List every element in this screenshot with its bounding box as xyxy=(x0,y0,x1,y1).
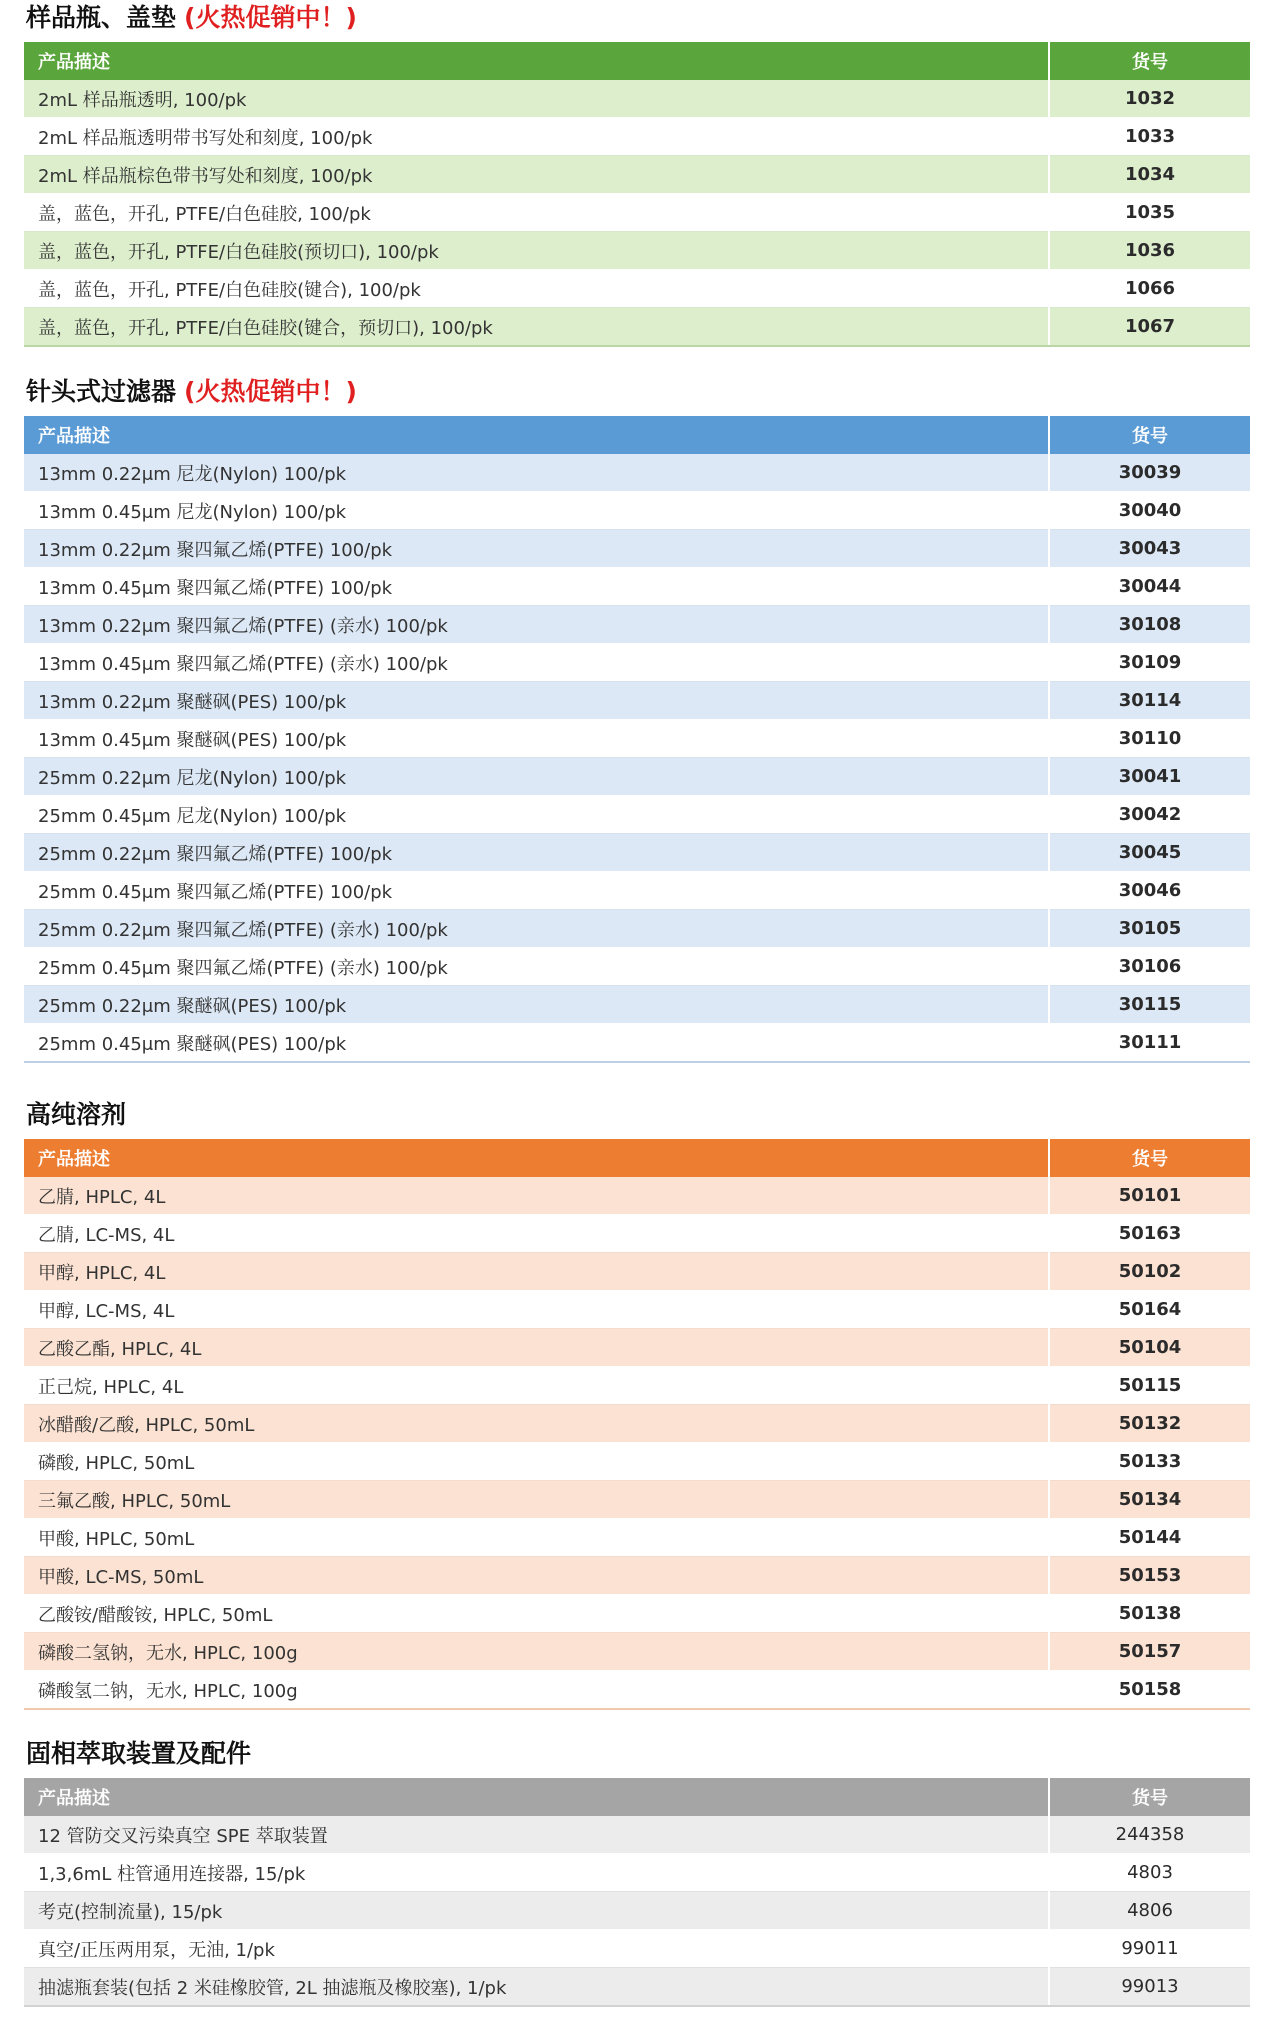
table-row xyxy=(24,1671,1250,1710)
product-code: 50164 xyxy=(1049,1291,1250,1329)
product-description: 12 管防交叉污染真空 SPE 萃取装置 xyxy=(24,1816,1049,1854)
product-code: 30045 xyxy=(1049,834,1250,872)
spe-table xyxy=(24,1778,1250,2007)
solvents-rows xyxy=(24,1177,1250,1709)
product-code: 30039 xyxy=(1049,454,1250,492)
product-code: 30041 xyxy=(1049,758,1250,796)
product-code: 99013 xyxy=(1049,1968,1250,2007)
table-row xyxy=(24,910,1250,948)
product-description: 13mm 0.45μm 聚四氟乙烯(PTFE) (亲水) 100/pk xyxy=(24,644,1049,682)
product-description: 13mm 0.22μm 尼龙(Nylon) 100/pk xyxy=(24,454,1049,492)
product-description: 正己烷, HPLC, 4L xyxy=(24,1367,1049,1405)
product-code: 50134 xyxy=(1049,1481,1250,1519)
product-description: 1,3,6mL 柱管通用连接器, 15/pk xyxy=(24,1854,1049,1892)
product-description: 25mm 0.45μm 聚四氟乙烯(PTFE) 100/pk xyxy=(24,872,1049,910)
product-code: 30108 xyxy=(1049,606,1250,644)
product-code: 30106 xyxy=(1049,948,1250,986)
product-description: 乙腈, LC-MS, 4L xyxy=(24,1215,1049,1253)
table-row xyxy=(24,1854,1250,1892)
table-row xyxy=(24,796,1250,834)
product-description: 13mm 0.45μm 聚四氟乙烯(PTFE) 100/pk xyxy=(24,568,1049,606)
table-row xyxy=(24,1481,1250,1519)
filters-table xyxy=(24,416,1250,1063)
product-description: 乙腈, HPLC, 4L xyxy=(24,1177,1049,1215)
table-row xyxy=(24,1968,1250,2007)
filters-header-row xyxy=(24,416,1250,454)
table-row xyxy=(24,1519,1250,1557)
vials-rows xyxy=(24,80,1250,346)
product-description: 盖，蓝色，开孔, PTFE/白色硅胶(预切口), 100/pk xyxy=(24,232,1049,270)
vials-header-code: 货号 xyxy=(1049,42,1250,80)
product-code: 50101 xyxy=(1049,1177,1250,1215)
product-code: 50132 xyxy=(1049,1405,1250,1443)
table-row xyxy=(24,1443,1250,1481)
solvents-header-desc: 产品描述 xyxy=(24,1139,1049,1177)
table-row xyxy=(24,1329,1250,1367)
product-code: 50102 xyxy=(1049,1253,1250,1291)
product-description: 2mL 样品瓶透明带书写处和刻度, 100/pk xyxy=(24,118,1049,156)
filters-header-desc: 产品描述 xyxy=(24,416,1049,454)
product-description: 25mm 0.22μm 聚醚砜(PES) 100/pk xyxy=(24,986,1049,1024)
solvents-header-code: 货号 xyxy=(1049,1139,1250,1177)
product-description: 25mm 0.45μm 聚四氟乙烯(PTFE) (亲水) 100/pk xyxy=(24,948,1049,986)
table-row xyxy=(24,1405,1250,1443)
product-code: 50163 xyxy=(1049,1215,1250,1253)
product-code: 1036 xyxy=(1049,232,1250,270)
product-description: 25mm 0.45μm 尼龙(Nylon) 100/pk xyxy=(24,796,1049,834)
filters-section xyxy=(24,374,1250,1063)
product-description: 13mm 0.22μm 聚醚砜(PES) 100/pk xyxy=(24,682,1049,720)
product-code: 1035 xyxy=(1049,194,1250,232)
vials-table xyxy=(24,42,1250,347)
filters-title xyxy=(26,374,1250,410)
product-description: 2mL 样品瓶棕色带书写处和刻度, 100/pk xyxy=(24,156,1049,194)
product-code: 50144 xyxy=(1049,1519,1250,1557)
product-description: 冰醋酸/乙酸, HPLC, 50mL xyxy=(24,1405,1049,1443)
table-row xyxy=(24,80,1250,118)
product-code: 30044 xyxy=(1049,568,1250,606)
product-code: 30114 xyxy=(1049,682,1250,720)
table-row xyxy=(24,606,1250,644)
table-row xyxy=(24,1367,1250,1405)
spe-header-row xyxy=(24,1778,1250,1816)
table-row xyxy=(24,568,1250,606)
product-code: 1033 xyxy=(1049,118,1250,156)
product-description: 13mm 0.45μm 聚醚砜(PES) 100/pk xyxy=(24,720,1049,758)
table-row xyxy=(24,834,1250,872)
product-code: 30046 xyxy=(1049,872,1250,910)
product-code: 50157 xyxy=(1049,1633,1250,1671)
product-code: 4806 xyxy=(1049,1892,1250,1930)
product-description: 抽滤瓶套装(包括 2 米硅橡胶管, 2L 抽滤瓶及橡胶塞), 1/pk xyxy=(24,1968,1049,2007)
vials-title-text: 样品瓶、盖垫 xyxy=(26,3,177,32)
table-row xyxy=(24,1892,1250,1930)
table-row xyxy=(24,118,1250,156)
product-description: 盖，蓝色，开孔, PTFE/白色硅胶(键合，预切口), 100/pk xyxy=(24,308,1049,347)
table-row xyxy=(24,1253,1250,1291)
table-row xyxy=(24,232,1250,270)
product-code: 50153 xyxy=(1049,1557,1250,1595)
solvents-section xyxy=(24,1097,1250,1710)
product-description: 甲酸, LC-MS, 50mL xyxy=(24,1557,1049,1595)
table-row xyxy=(24,1177,1250,1215)
product-description: 三氟乙酸, HPLC, 50mL xyxy=(24,1481,1049,1519)
table-row xyxy=(24,720,1250,758)
product-description: 考克(控制流量), 15/pk xyxy=(24,1892,1049,1930)
table-row xyxy=(24,986,1250,1024)
spe-rows xyxy=(24,1816,1250,2006)
filters-title-text: 针头式过滤器 xyxy=(26,377,177,406)
product-description: 磷酸, HPLC, 50mL xyxy=(24,1443,1049,1481)
product-code: 30040 xyxy=(1049,492,1250,530)
vials-header-row xyxy=(24,42,1250,80)
product-code: 30111 xyxy=(1049,1024,1250,1063)
product-description: 13mm 0.22μm 聚四氟乙烯(PTFE) (亲水) 100/pk xyxy=(24,606,1049,644)
product-description: 13mm 0.45μm 尼龙(Nylon) 100/pk xyxy=(24,492,1049,530)
spe-section xyxy=(24,1736,1250,2007)
product-description: 13mm 0.22μm 聚四氟乙烯(PTFE) 100/pk xyxy=(24,530,1049,568)
table-row xyxy=(24,156,1250,194)
product-description: 真空/正压两用泵，无油, 1/pk xyxy=(24,1930,1049,1968)
vials-promo: (火热促销中！) xyxy=(184,3,357,32)
product-description: 2mL 样品瓶透明, 100/pk xyxy=(24,80,1049,118)
product-code: 50104 xyxy=(1049,1329,1250,1367)
product-code: 4803 xyxy=(1049,1854,1250,1892)
table-row xyxy=(24,1930,1250,1968)
product-description: 乙酸乙酯, HPLC, 4L xyxy=(24,1329,1049,1367)
table-row xyxy=(24,948,1250,986)
product-code: 1066 xyxy=(1049,270,1250,308)
product-description: 乙酸铵/醋酸铵, HPLC, 50mL xyxy=(24,1595,1049,1633)
product-code: 50138 xyxy=(1049,1595,1250,1633)
table-row xyxy=(24,1595,1250,1633)
product-description: 25mm 0.22μm 聚四氟乙烯(PTFE) (亲水) 100/pk xyxy=(24,910,1049,948)
product-code: 99011 xyxy=(1049,1930,1250,1968)
product-code: 50158 xyxy=(1049,1671,1250,1710)
table-row xyxy=(24,530,1250,568)
table-row xyxy=(24,758,1250,796)
product-description: 磷酸二氢钠，无水, HPLC, 100g xyxy=(24,1633,1049,1671)
product-code: 1032 xyxy=(1049,80,1250,118)
spe-header-desc: 产品描述 xyxy=(24,1778,1049,1816)
product-description: 磷酸氢二钠，无水, HPLC, 100g xyxy=(24,1671,1049,1710)
table-row xyxy=(24,1291,1250,1329)
vials-header-desc: 产品描述 xyxy=(24,42,1049,80)
spe-header-code: 货号 xyxy=(1049,1778,1250,1816)
table-row xyxy=(24,492,1250,530)
table-row xyxy=(24,1215,1250,1253)
vials-section xyxy=(24,0,1250,347)
product-code: 30110 xyxy=(1049,720,1250,758)
table-row xyxy=(24,872,1250,910)
product-description: 甲醇, LC-MS, 4L xyxy=(24,1291,1049,1329)
table-row xyxy=(24,270,1250,308)
table-row xyxy=(24,682,1250,720)
table-row xyxy=(24,1816,1250,1854)
filters-promo: (火热促销中！) xyxy=(184,377,357,406)
product-description: 25mm 0.22μm 尼龙(Nylon) 100/pk xyxy=(24,758,1049,796)
product-description: 盖，蓝色，开孔, PTFE/白色硅胶, 100/pk xyxy=(24,194,1049,232)
vials-title xyxy=(26,0,1250,36)
product-code: 1034 xyxy=(1049,156,1250,194)
product-code: 30105 xyxy=(1049,910,1250,948)
solvents-title: 高纯溶剂 xyxy=(26,1100,127,1129)
product-description: 甲酸, HPLC, 50mL xyxy=(24,1519,1049,1557)
product-description: 甲醇, HPLC, 4L xyxy=(24,1253,1049,1291)
table-row xyxy=(24,1633,1250,1671)
product-description: 盖，蓝色，开孔, PTFE/白色硅胶(键合), 100/pk xyxy=(24,270,1049,308)
product-description: 25mm 0.22μm 聚四氟乙烯(PTFE) 100/pk xyxy=(24,834,1049,872)
solvents-table xyxy=(24,1139,1250,1710)
product-code: 50115 xyxy=(1049,1367,1250,1405)
filters-rows xyxy=(24,454,1250,1062)
product-code: 30115 xyxy=(1049,986,1250,1024)
product-code: 244358 xyxy=(1049,1816,1250,1854)
product-description: 25mm 0.45μm 聚醚砜(PES) 100/pk xyxy=(24,1024,1049,1063)
solvents-header-row xyxy=(24,1139,1250,1177)
product-code: 30042 xyxy=(1049,796,1250,834)
spe-title: 固相萃取装置及配件 xyxy=(26,1739,252,1768)
table-row xyxy=(24,454,1250,492)
filters-header-code: 货号 xyxy=(1049,416,1250,454)
product-code: 1067 xyxy=(1049,308,1250,347)
product-code: 30043 xyxy=(1049,530,1250,568)
table-row xyxy=(24,1557,1250,1595)
table-row xyxy=(24,308,1250,347)
product-code: 50133 xyxy=(1049,1443,1250,1481)
table-row xyxy=(24,644,1250,682)
table-row xyxy=(24,1024,1250,1063)
product-code: 30109 xyxy=(1049,644,1250,682)
table-row xyxy=(24,194,1250,232)
